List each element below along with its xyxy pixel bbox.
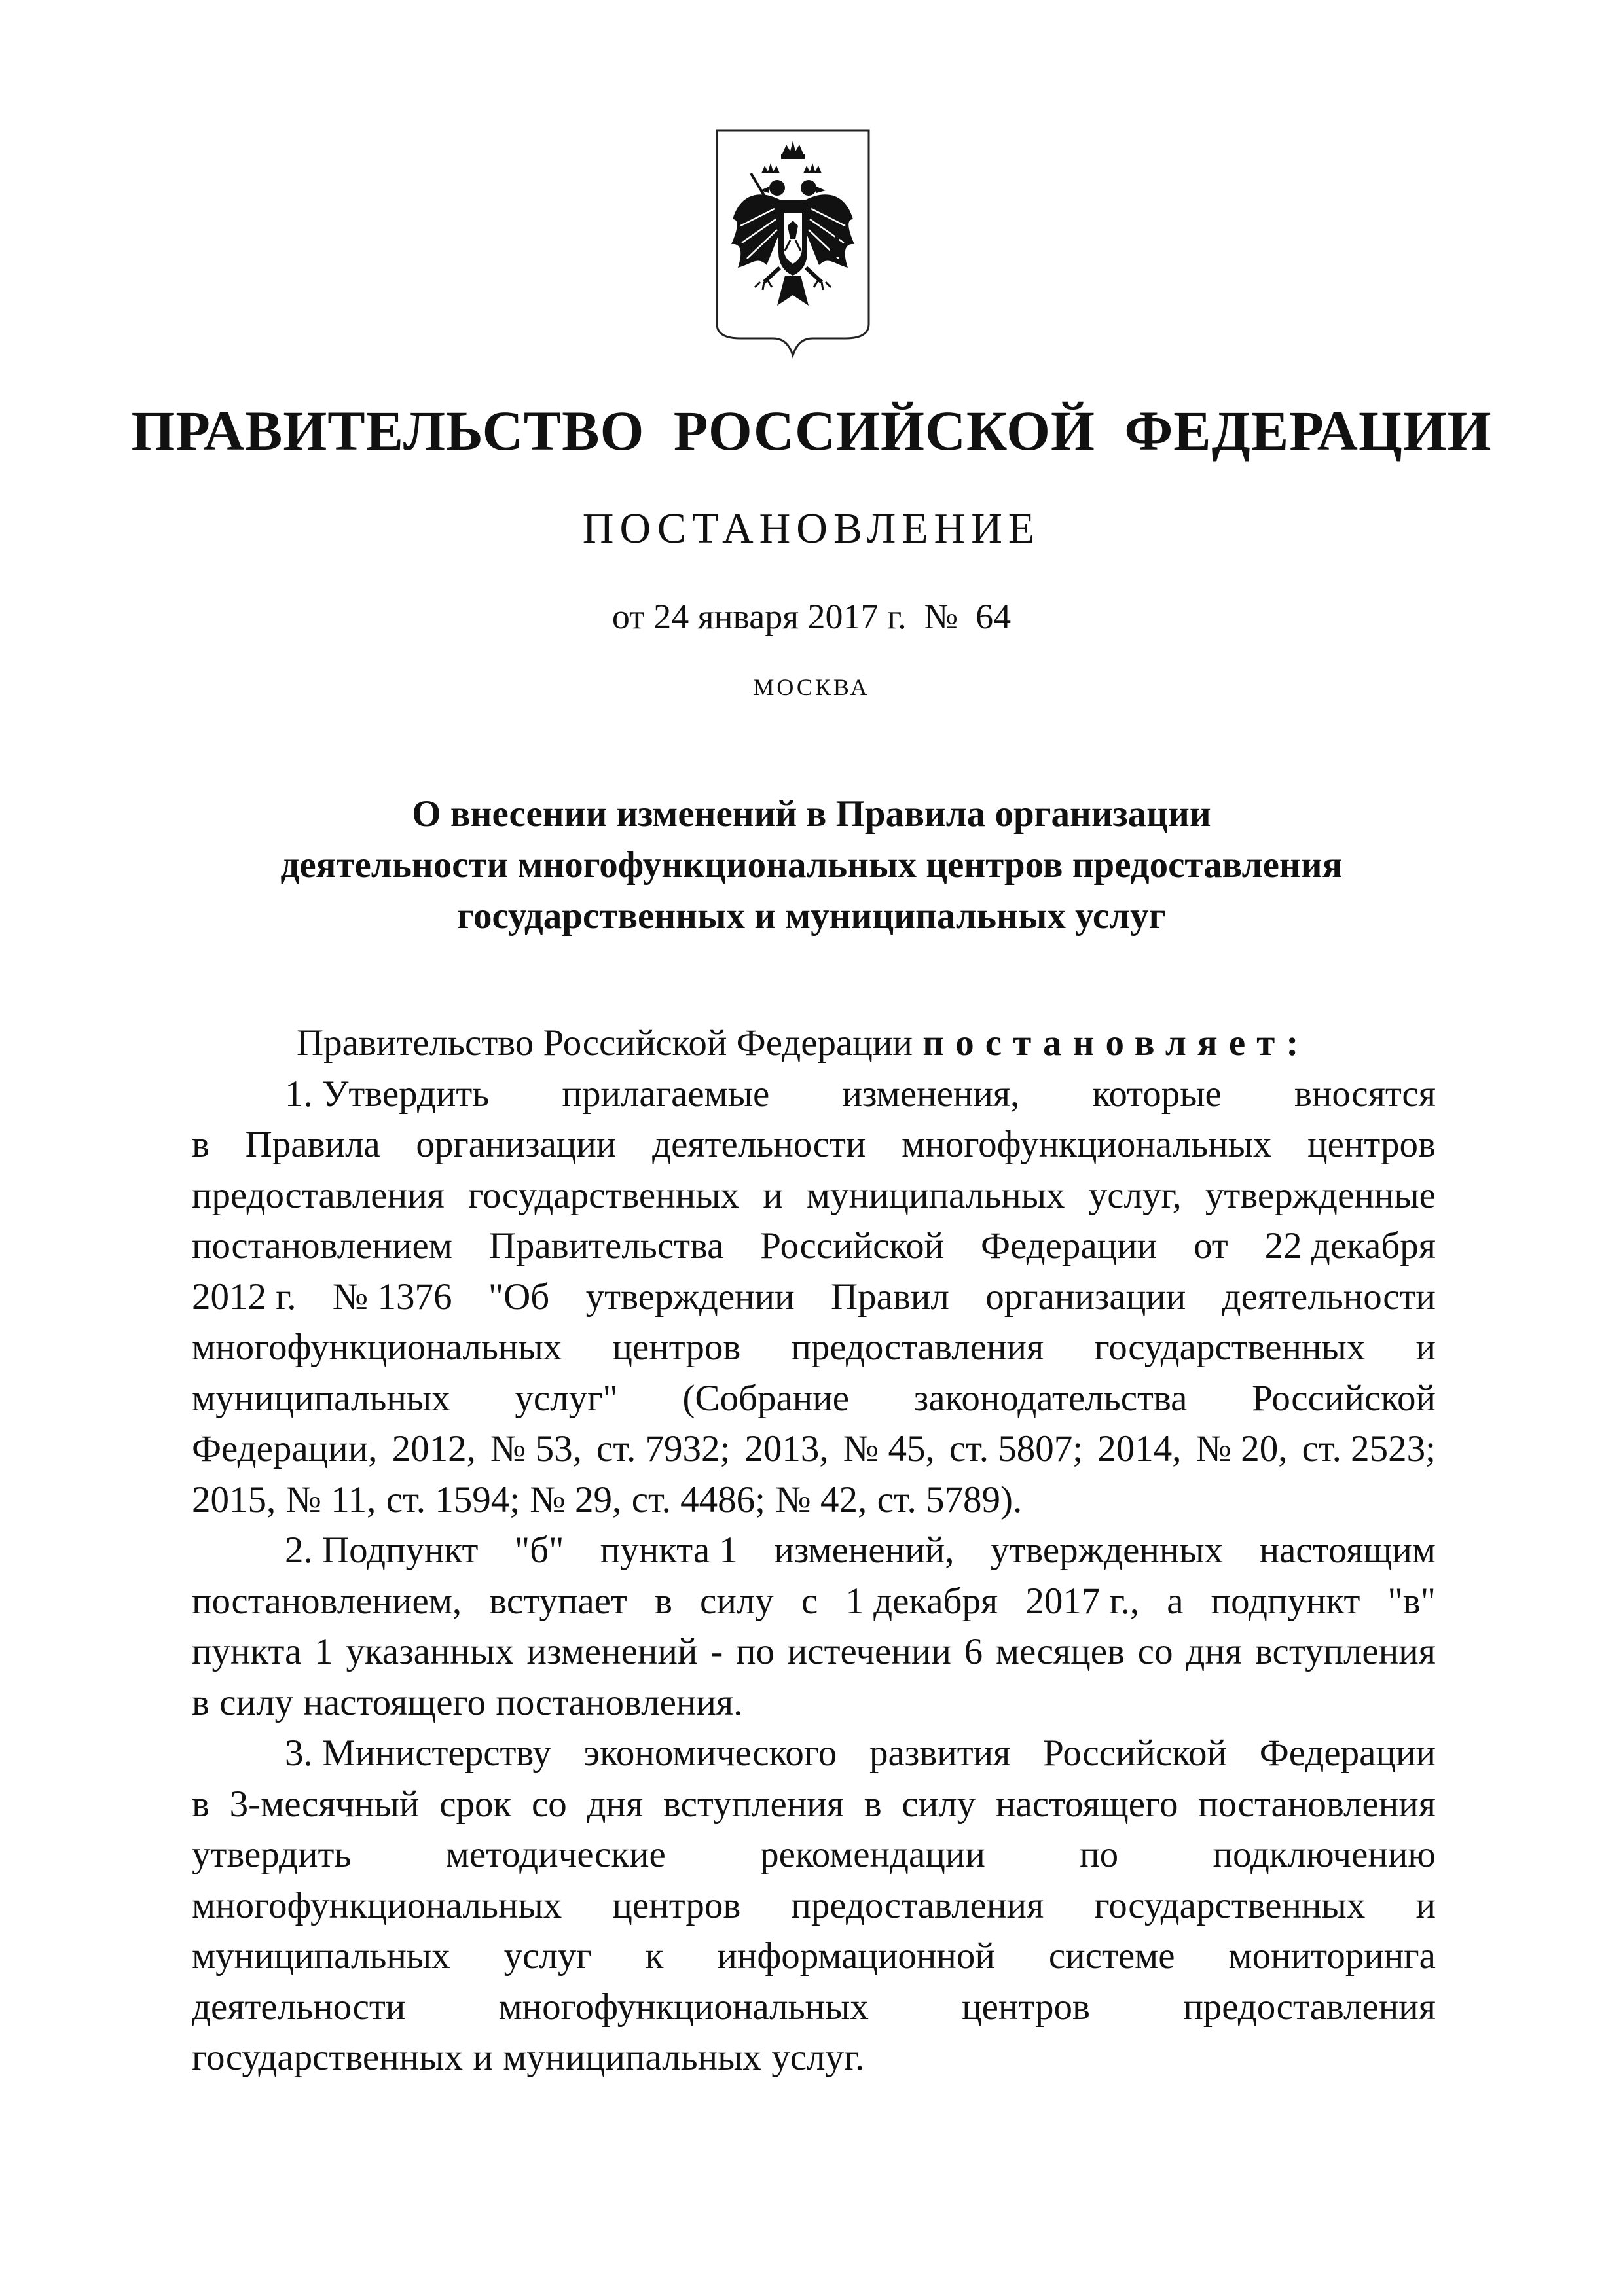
word: Федерации, (192, 1428, 378, 1469)
paragraph-1-line (192, 1069, 1436, 1120)
word: истечении (787, 1631, 951, 1672)
word: деятельности (1222, 1276, 1436, 1318)
word: ст. 7932; (596, 1428, 731, 1469)
word: "Об (488, 1276, 550, 1318)
word: центров (612, 1884, 741, 1926)
word: которые (1092, 1073, 1222, 1115)
paragraph-1-line (192, 1373, 1436, 1424)
word: 2014, (1097, 1428, 1182, 1469)
word: и (1415, 1884, 1436, 1926)
word: многофункциональных (902, 1124, 1272, 1165)
word: силу (700, 1580, 774, 1622)
word: центров (612, 1327, 741, 1368)
paragraph-3-line (192, 1931, 1436, 1982)
word: услуг, (1088, 1174, 1182, 1216)
word: Правила (245, 1124, 380, 1165)
word: - (710, 1631, 723, 1672)
word: методические (445, 1834, 666, 1875)
word: постановлением (192, 1225, 452, 1266)
document-body (192, 1018, 1436, 2083)
word: Правил (831, 1276, 949, 1318)
paragraph-1-line (192, 1322, 1436, 1373)
paragraph-1-line (192, 1221, 1436, 1272)
word: вступает (489, 1580, 627, 1622)
word: 1. Утвердить (285, 1073, 490, 1115)
word: утвердить (192, 1834, 352, 1875)
paragraph-3-line (192, 1880, 1436, 1931)
word: со (1137, 1631, 1173, 1672)
word: указанных (346, 1631, 514, 1672)
word: организации (985, 1276, 1186, 1318)
paragraph-3-line (192, 1728, 1436, 1779)
word: государственных (192, 2037, 464, 2078)
word: изменений, (774, 1530, 955, 1571)
word: в (192, 1124, 210, 1165)
word: в (654, 1580, 672, 1622)
word: и (1415, 1327, 1436, 1368)
word: 2012, (392, 1428, 476, 1469)
word: 2017 г., (1025, 1580, 1140, 1622)
word: вступления (1254, 1631, 1436, 1672)
document-number: 64 (976, 597, 1012, 636)
word: деятельности (192, 1986, 406, 2028)
date-line (0, 599, 1623, 634)
preamble-verb: постановляет: (922, 1022, 1310, 1064)
word: государственных (1094, 1884, 1366, 1926)
preamble-lead: Правительство Российской Федерации (297, 1022, 913, 1064)
document-type: ПОСТАНОВЛЕНИЕ (582, 505, 1041, 552)
word: Российской (1043, 1732, 1228, 1774)
word: постановления (1198, 1783, 1436, 1825)
paragraph-2-line (192, 1576, 1436, 1627)
word: утверждении (585, 1276, 795, 1318)
word: государственных (468, 1174, 740, 1216)
word: Федерации (981, 1225, 1158, 1266)
word: утвержденных (990, 1530, 1224, 1571)
word: предоставления (192, 1174, 445, 1216)
coat-of-arms-icon (714, 128, 871, 363)
word: настоящим (1259, 1530, 1436, 1571)
word: вносятся (1294, 1073, 1436, 1115)
word: постановлением, (192, 1580, 462, 1622)
word: и (763, 1174, 783, 1216)
word: 22 декабря (1264, 1225, 1436, 1266)
word: № 42, (775, 1479, 867, 1520)
word: муниципальных (192, 1377, 450, 1419)
word: ст. 4486; (631, 1479, 765, 1520)
paragraph-3-line (192, 1829, 1436, 1880)
word: пункта (192, 1631, 302, 1672)
word: № 45, (843, 1428, 935, 1469)
word: прилагаемые (562, 1073, 770, 1115)
word: многофункциональных (192, 1884, 562, 1926)
word: настоящего (303, 1681, 486, 1723)
word: № 1376 (332, 1276, 452, 1318)
word: силу (902, 1783, 976, 1825)
word: Российской (760, 1225, 945, 1266)
paragraphs (192, 1069, 1436, 2083)
word: в (192, 1783, 210, 1825)
word: по (735, 1631, 775, 1672)
word: настоящего (995, 1783, 1178, 1825)
word: силу (219, 1681, 294, 1723)
word: 2013, (744, 1428, 829, 1469)
word: вступления (663, 1783, 844, 1825)
word: № 20, (1195, 1428, 1288, 1469)
paragraph-1-line (192, 1119, 1436, 1170)
word: пункта 1 (600, 1530, 738, 1571)
word: № 11, (285, 1479, 376, 1520)
word: и (473, 2037, 493, 2078)
word: по (1080, 1834, 1119, 1875)
word: месяцев (995, 1631, 1125, 1672)
word: экономического (583, 1732, 837, 1774)
word: постановления. (496, 1681, 743, 1723)
word: от (1194, 1225, 1228, 1266)
word: многофункциональных (498, 1986, 869, 2028)
paragraph-2-line (192, 1525, 1436, 1576)
document-title (196, 789, 1427, 942)
number-sign: № (924, 597, 958, 636)
word: "б" (514, 1530, 564, 1571)
word: развития (869, 1732, 1011, 1774)
paragraph-3-line (192, 1982, 1436, 2033)
paragraph-2-line (192, 1626, 1436, 1677)
word: утвержденные (1205, 1174, 1436, 1216)
word: муниципальных (806, 1174, 1065, 1216)
preamble (192, 1018, 1436, 1069)
word: Федерации (1259, 1732, 1436, 1774)
word: дня (587, 1783, 644, 1825)
word: ст. 1594; (386, 1479, 520, 1520)
word: услуг (503, 1935, 592, 1977)
word: услуг" (515, 1377, 618, 1419)
word: муниципальных (503, 2037, 761, 2078)
document-date: от 24 января 2017 г. (611, 597, 907, 636)
word: подключению (1213, 1834, 1436, 1875)
word: 1 декабря (845, 1580, 998, 1622)
word: в (864, 1783, 882, 1825)
word: предоставления (1183, 1986, 1436, 2028)
word: в (192, 1681, 210, 1723)
word: центров (962, 1986, 1090, 2028)
paragraph-1-line (192, 1475, 1436, 1526)
word: (Собрание (682, 1377, 850, 1419)
word: предоставления (791, 1884, 1044, 1926)
paragraph-2-line (192, 1677, 1436, 1729)
word: № 53, (490, 1428, 582, 1469)
word: 2. Подпункт (285, 1530, 479, 1571)
word: центров (1307, 1124, 1436, 1165)
title-line: государственных и муниципальных услуг (457, 895, 1166, 937)
word: рекомендации (760, 1834, 985, 1875)
paragraph-1-line (192, 1424, 1436, 1475)
word: законодательства (913, 1377, 1188, 1419)
word: ст. 5807; (949, 1428, 1084, 1469)
word: ст. 5789). (877, 1479, 1023, 1520)
word: Правительства (488, 1225, 724, 1266)
word: системе (1048, 1935, 1175, 1977)
word: информационной (717, 1935, 995, 1977)
word: предоставления (791, 1327, 1044, 1368)
word: 6 (964, 1631, 983, 1672)
word: 3. Министерству (285, 1732, 551, 1774)
title-line: О внесении изменений в Правила организации (412, 793, 1211, 834)
word: Российской (1252, 1377, 1436, 1419)
word: дня (1186, 1631, 1243, 1672)
word: многофункциональных (192, 1327, 562, 1368)
word: срок (439, 1783, 512, 1825)
title-line: деятельности многофункциональных центров предоставления (280, 844, 1343, 886)
word: изменений (526, 1631, 698, 1672)
word: муниципальных (192, 1935, 450, 1977)
paragraph-1-line (192, 1272, 1436, 1323)
word: деятельности (652, 1124, 866, 1165)
paragraph-3-line (192, 1779, 1436, 1830)
word: а (1167, 1580, 1184, 1622)
word: услуг. (771, 2037, 865, 2078)
paragraph-1-line (192, 1170, 1436, 1221)
word: организации (416, 1124, 617, 1165)
city: МОСКВА (753, 674, 870, 700)
word: к (645, 1935, 664, 1977)
word: 1 (314, 1631, 333, 1672)
word: "в" (1387, 1580, 1436, 1622)
word: изменения, (842, 1073, 1020, 1115)
word: с (801, 1580, 818, 1622)
word: 2015, (192, 1479, 276, 1520)
word: государственных (1094, 1327, 1366, 1368)
word: № 29, (530, 1479, 622, 1520)
issuing-authority: ПРАВИТЕЛЬСТВО РОССИЙСКОЙ ФЕДЕРАЦИИ (131, 399, 1492, 462)
word: 3-месячный (229, 1783, 420, 1825)
word: со (531, 1783, 567, 1825)
paragraph-3-line (192, 2032, 1436, 2083)
word: ст. 2523; (1302, 1428, 1436, 1469)
word: 2012 г. (192, 1276, 297, 1318)
word: подпункт (1211, 1580, 1360, 1622)
word: мониторинга (1228, 1935, 1436, 1977)
